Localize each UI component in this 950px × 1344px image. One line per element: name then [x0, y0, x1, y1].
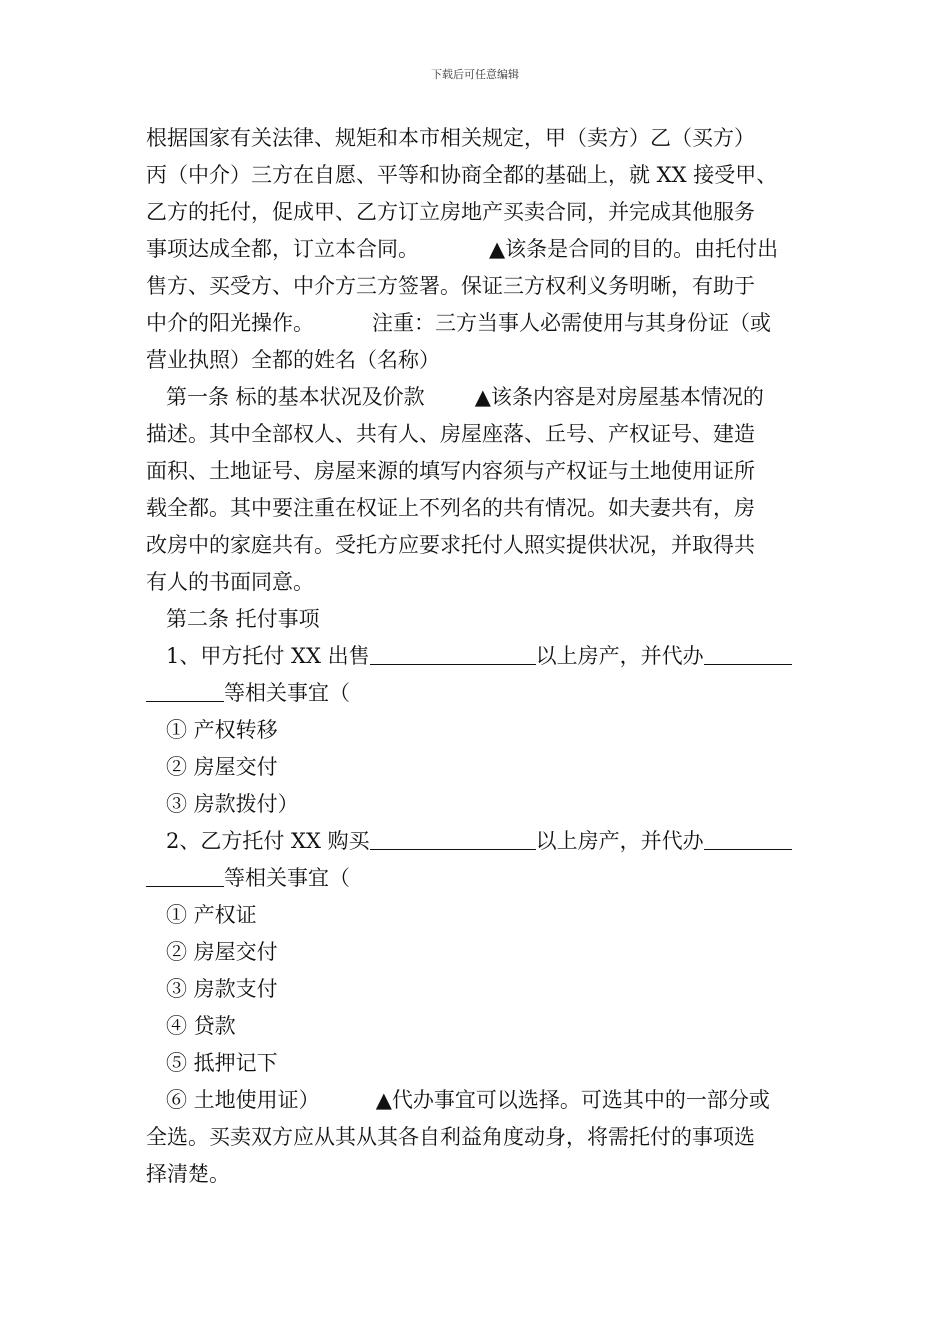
- article-heading: 第一条 标的基本状况及价款: [166, 385, 425, 409]
- text-line: 描述。其中全部权人、共有人、房屋座落、丘号、产权证号、建造: [146, 422, 755, 446]
- text-line: 丙（中介）三方在自愿、平等和协商全都的基础上，就 XX 接受甲、: [146, 163, 778, 187]
- fill-in-blank[interactable]: [704, 642, 792, 665]
- text-fragment: 以上房产，并代办: [535, 644, 704, 668]
- list-item: ⑥ 土地使用证）: [166, 1088, 320, 1112]
- text-line: [146, 829, 792, 853]
- article-heading: 第二条 托付事项: [166, 607, 320, 631]
- text-line: 根据国家有关法律、规矩和本市相关规定，甲（卖方）乙（买方）: [146, 126, 755, 150]
- document-body: [146, 120, 810, 1193]
- text-line: [146, 237, 778, 261]
- list-item: ① 产权转移: [166, 718, 278, 742]
- annotation-note: ▲代办事宜可以选择。可选其中的一部分或: [375, 1088, 770, 1112]
- text-line: 载全都。其中要注重在权证上不列名的共有情况。如夫妻共有，房: [146, 496, 755, 520]
- annotation-note: ▲该条是合同的目的。由托付出: [489, 237, 779, 261]
- text-line: 乙方的托付，促成甲、乙方订立房地产买卖合同，并完成其他服务: [146, 200, 755, 224]
- text-fragment: 1、甲方托付 XX 出售: [166, 644, 370, 668]
- text-fragment: 等相关事宜（: [224, 866, 350, 890]
- text-line: [146, 644, 792, 668]
- text-line: [146, 311, 771, 335]
- list-item: ④ 贷款: [166, 1014, 236, 1038]
- page-header: 下载后可任意编辑: [431, 68, 519, 81]
- article-2: [146, 601, 810, 1193]
- article-1: [146, 379, 810, 601]
- fill-in-blank[interactable]: [146, 864, 224, 887]
- fill-in-blank[interactable]: [370, 827, 536, 850]
- text-line: 面积、土地证号、房屋来源的填写内容须与产权证与土地使用证所: [146, 459, 755, 483]
- text-line: 全选。买卖双方应从其从其各自利益角度动身，将需托付的事项选: [146, 1125, 755, 1149]
- text-line: 营业执照）全都的姓名（名称）: [146, 348, 440, 372]
- paragraph-preamble: [146, 120, 810, 379]
- text-fragment: 等相关事宜（: [224, 681, 350, 705]
- annotation-note: ▲该条内容是对房屋基本情况的: [474, 385, 764, 409]
- text-line: [146, 1088, 770, 1112]
- text-fragment: 以上房产，并代办: [535, 829, 704, 853]
- text-fragment: 事项达成全都，订立本合同。: [146, 237, 419, 261]
- list-item: ⑤ 抵押记下: [166, 1051, 278, 1075]
- list-item: ② 房屋交付: [166, 940, 278, 964]
- text-fragment: 2、乙方托付 XX 购买: [166, 829, 370, 853]
- list-item: ② 房屋交付: [166, 755, 278, 779]
- text-line: 择清楚。: [146, 1162, 230, 1186]
- list-item: ① 产权证: [166, 903, 257, 927]
- text-fragment: 中介的阳光操作。: [146, 311, 314, 335]
- fill-in-blank[interactable]: [146, 679, 224, 702]
- text-line: 有人的书面同意。: [146, 570, 314, 594]
- list-item: ③ 房款支付: [166, 977, 278, 1001]
- text-line: 改房中的家庭共有。受托方应要求托付人照实提供状况，并取得共: [146, 533, 755, 557]
- text-line: [146, 866, 350, 890]
- list-item: ③ 房款拨付）: [166, 792, 299, 816]
- annotation-note: 注重：三方当事人必需使用与其身份证（或: [372, 311, 771, 335]
- fill-in-blank[interactable]: [370, 642, 536, 665]
- text-line: 售方、买受方、中介方三方签署。保证三方权利义务明晰，有助于: [146, 274, 755, 298]
- text-line: [146, 385, 764, 409]
- text-line: [146, 681, 350, 705]
- fill-in-blank[interactable]: [704, 827, 792, 850]
